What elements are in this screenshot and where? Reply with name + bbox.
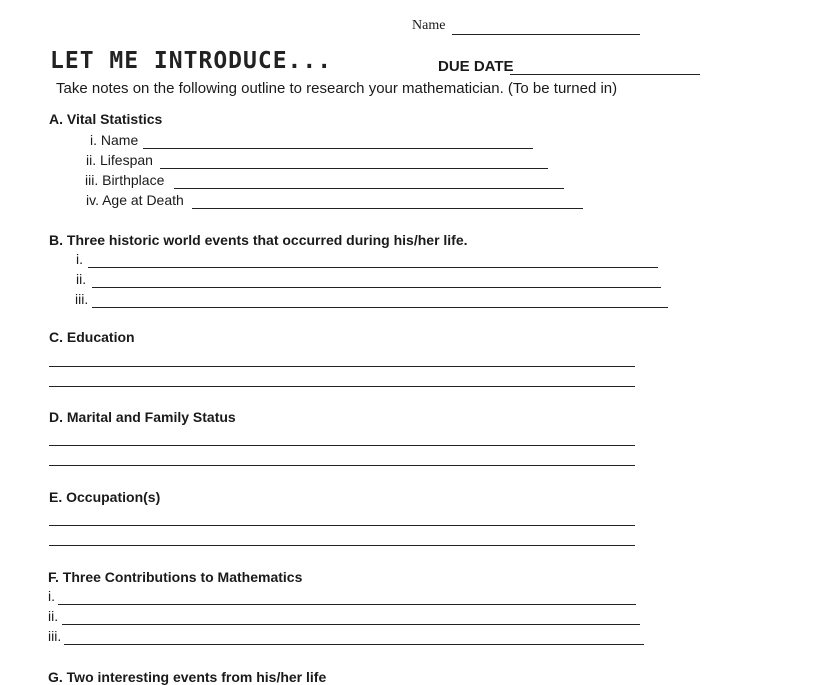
section-g-heading: G. Two interesting events from his/her life bbox=[48, 669, 327, 685]
event-field[interactable] bbox=[88, 267, 658, 268]
vital-name-field[interactable] bbox=[143, 148, 533, 149]
section-a-heading: A. Vital Statistics bbox=[49, 111, 163, 127]
section-b-heading: B. Three historic world events that occurred during his/her life. bbox=[49, 232, 468, 248]
vital-birthplace-field[interactable] bbox=[174, 188, 564, 189]
event-label: ii. bbox=[76, 271, 87, 287]
section-e-heading: E. Occupation(s) bbox=[49, 489, 161, 505]
family-status-field[interactable] bbox=[49, 465, 635, 466]
due-date-field[interactable] bbox=[510, 74, 700, 75]
due-date-label: DUE DATE bbox=[438, 58, 514, 75]
name-field[interactable] bbox=[452, 34, 640, 35]
vital-age-at-death-field[interactable] bbox=[192, 208, 583, 209]
family-status-field[interactable] bbox=[49, 445, 635, 446]
contribution-label: ii. bbox=[48, 608, 59, 624]
contribution-label: iii. bbox=[48, 628, 62, 644]
instructions: Take notes on the following outline to research your mathematician. (To be turned in) bbox=[56, 80, 618, 97]
contribution-field[interactable] bbox=[64, 644, 644, 645]
vital-name-label: i. Name bbox=[90, 132, 139, 148]
contribution-field[interactable] bbox=[58, 604, 636, 605]
vital-age-at-death-label: iv. Age at Death bbox=[86, 192, 184, 208]
section-d-heading: D. Marital and Family Status bbox=[49, 409, 236, 425]
vital-birthplace-label: iii. Birthplace bbox=[85, 172, 165, 188]
event-label: i. bbox=[76, 251, 83, 267]
contribution-label: i. bbox=[48, 588, 55, 604]
occupation-field[interactable] bbox=[49, 525, 635, 526]
event-field[interactable] bbox=[92, 287, 661, 288]
section-f-heading: F. Three Contributions to Mathematics bbox=[48, 569, 303, 585]
contribution-field[interactable] bbox=[62, 624, 640, 625]
vital-lifespan-field[interactable] bbox=[160, 168, 548, 169]
page-title: LET ME INTRODUCE... bbox=[50, 48, 333, 74]
education-field[interactable] bbox=[49, 386, 635, 387]
section-c-heading: C. Education bbox=[49, 329, 135, 345]
event-field[interactable] bbox=[92, 307, 668, 308]
vital-lifespan-label: ii. Lifespan bbox=[86, 152, 153, 168]
event-label: iii. bbox=[75, 291, 89, 307]
education-field[interactable] bbox=[49, 366, 635, 367]
name-label: Name bbox=[412, 18, 446, 33]
occupation-field[interactable] bbox=[49, 545, 635, 546]
